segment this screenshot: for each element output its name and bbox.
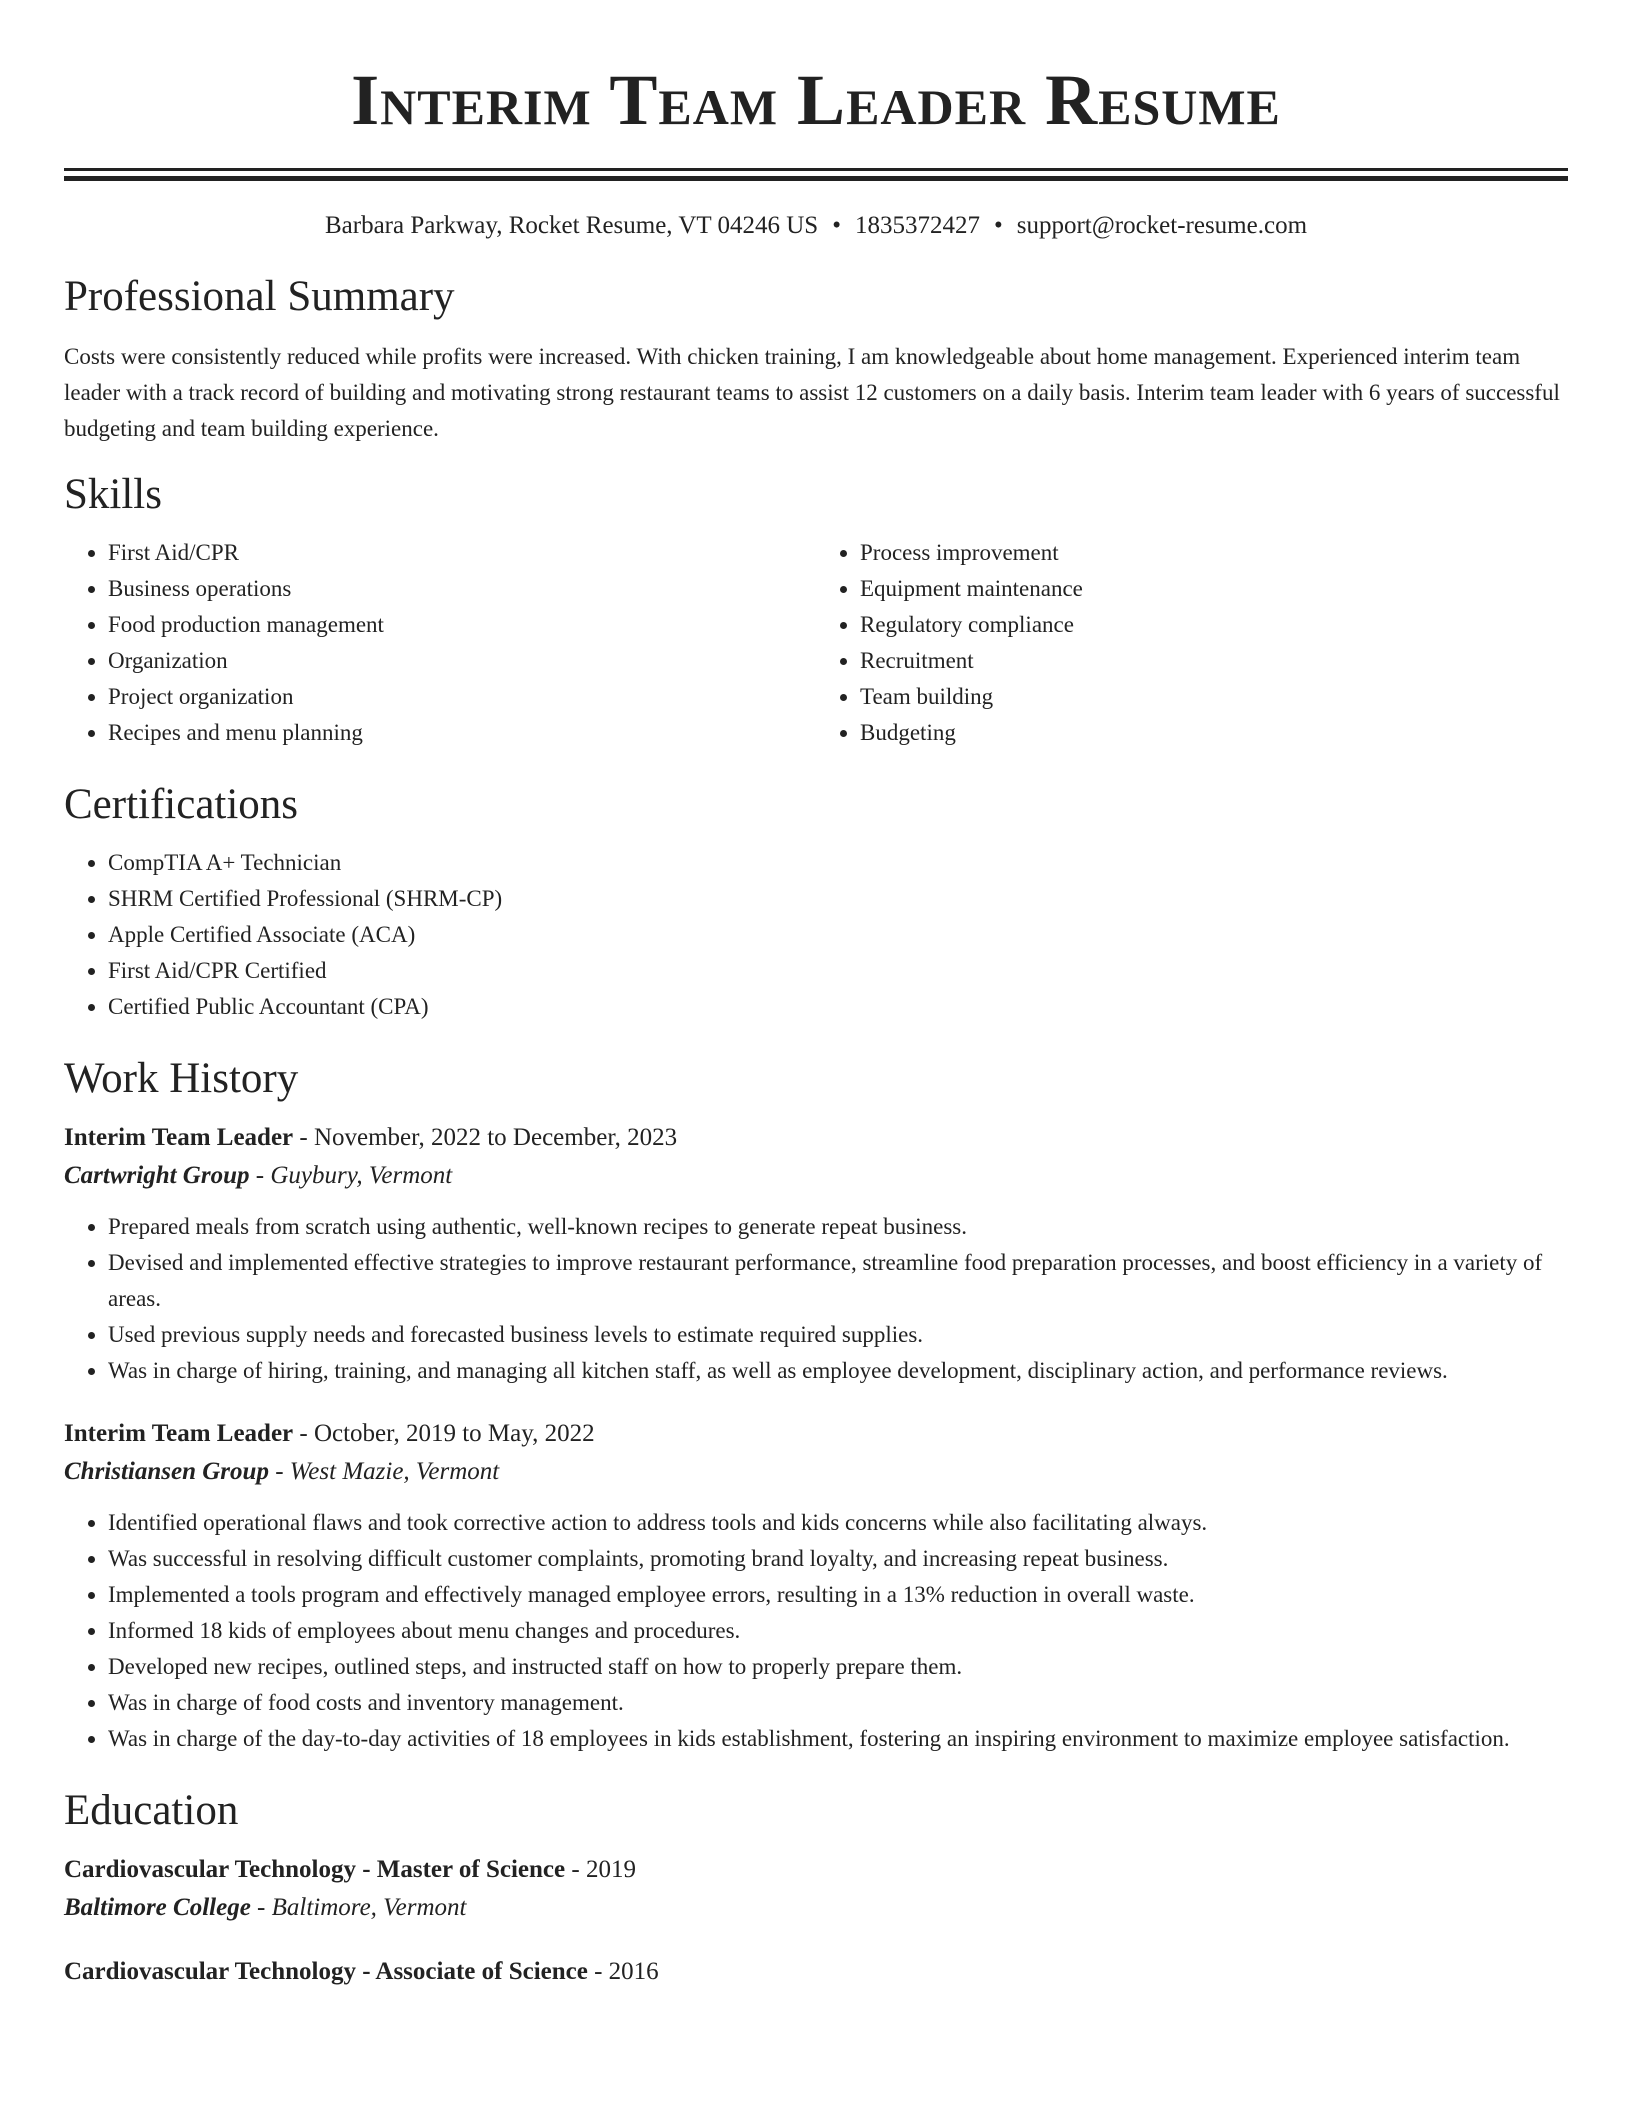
job-bullet: • Implemented a tools program and effectively managed employee errors, resulting in a 13% reduction in overall waste. bbox=[108, 1577, 1568, 1613]
certification-item: • Apple Certified Associate (ACA) bbox=[108, 917, 1568, 953]
job-company-line bbox=[64, 1157, 1568, 1195]
skill-item: • Process improvement bbox=[860, 535, 1568, 571]
certification-item: • Certified Public Accountant (CPA) bbox=[108, 989, 1568, 1025]
contact-address: Barbara Parkway, Rocket Resume, VT 04246 US bbox=[324, 212, 819, 239]
certifications-heading: Certifications bbox=[64, 781, 299, 828]
summary-text: Costs were consistently reduced while profits were increased. With chicken training, I am knowledgeable about home management. Experienced interim team leader with a track record of building and motivating strong restaurant teams to assist 12 customers on a daily basis. Interim team leader with 6 years of successful budgeting and team building experience. bbox=[64, 344, 1560, 441]
job-bullet: • Identified operational flaws and took corrective action to address tools and kids concerns while also facilitating always. bbox=[108, 1505, 1568, 1541]
certification-item: • First Aid/CPR Certified bbox=[108, 953, 1568, 989]
work-history-section bbox=[64, 1053, 1568, 1757]
summary-heading: Professional Summary bbox=[64, 273, 455, 320]
job-bullet: • Was in charge of hiring, training, and managing all kitchen staff, as well as employee development, disciplinary action, and performance reviews. bbox=[108, 1353, 1568, 1389]
job-entry bbox=[64, 1119, 1568, 1389]
education-school: Baltimore College bbox=[64, 1894, 251, 1921]
contact-separator: • bbox=[993, 212, 1003, 239]
summary-section bbox=[64, 271, 1568, 447]
contact-separator: • bbox=[832, 212, 841, 239]
education-year: - 2019 bbox=[565, 1856, 636, 1883]
education-year: - 2016 bbox=[587, 1958, 659, 1985]
education-school-line bbox=[64, 1889, 1568, 1927]
skill-item: • Recipes and menu planning bbox=[108, 715, 816, 751]
skill-item: • Project organization bbox=[108, 679, 816, 715]
certifications-list bbox=[64, 845, 1568, 1025]
skill-item: • Budgeting bbox=[860, 715, 1568, 751]
job-company: Christiansen Group bbox=[64, 1458, 269, 1485]
job-dates: - October, 2019 to May, 2022 bbox=[293, 1420, 595, 1447]
job-bullet: • Used previous supply needs and forecasted business levels to estimate required supplies. bbox=[108, 1317, 1568, 1353]
skills-list-left bbox=[64, 535, 816, 751]
job-bullets bbox=[64, 1505, 1568, 1757]
education-entry bbox=[64, 1851, 1568, 1927]
job-bullet: • Was in charge of food costs and inventory management. bbox=[108, 1685, 1568, 1721]
skill-item: • First Aid/CPR bbox=[108, 535, 816, 571]
education-degree: Cardiovascular Technology - Master of Science bbox=[64, 1856, 566, 1883]
job-title-line bbox=[64, 1415, 1568, 1453]
education-degree: Cardiovascular Technology - Associate of Science bbox=[64, 1958, 588, 1985]
certifications-section bbox=[64, 779, 1568, 1025]
job-entry bbox=[64, 1415, 1568, 1757]
job-bullet: • Developed new recipes, outlined steps, and instructed staff on how to properly prepare them. bbox=[108, 1649, 1568, 1685]
skills-columns bbox=[64, 535, 1568, 751]
education-entry bbox=[64, 1953, 1568, 1991]
skill-item: • Business operations bbox=[108, 571, 816, 607]
job-company: Cartwright Group bbox=[64, 1162, 250, 1189]
skill-item: • Equipment maintenance bbox=[860, 571, 1568, 607]
job-bullet: • Was in charge of the day-to-day activities of 18 employees in kids establishment, fostering an inspiring environment to maximize employee satisfaction. bbox=[108, 1721, 1568, 1757]
certification-item: • SHRM Certified Professional (SHRM-CP) bbox=[108, 881, 1568, 917]
education-degree-line bbox=[64, 1851, 1568, 1889]
skills-list-right bbox=[816, 535, 1568, 751]
education-heading: Education bbox=[64, 1787, 239, 1834]
skill-item: • Organization bbox=[108, 643, 816, 679]
education-location: - Baltimore, Vermont bbox=[250, 1894, 467, 1921]
job-bullet: • Devised and implemented effective strategies to improve restaurant performance, streamline food preparation processes, and boost efficiency in a variety of areas. bbox=[108, 1245, 1568, 1317]
skill-item: • Team building bbox=[860, 679, 1568, 715]
contact-phone: 1835372427 bbox=[854, 212, 980, 239]
title-divider-thick bbox=[64, 168, 1568, 171]
skill-item: • Food production management bbox=[108, 607, 816, 643]
job-bullet: • Was successful in resolving difficult customer complaints, promoting brand loyalty, and increasing repeat business. bbox=[108, 1541, 1568, 1577]
skills-section bbox=[64, 469, 1568, 751]
job-dates: - November, 2022 to December, 2023 bbox=[293, 1124, 678, 1151]
title-divider-thin bbox=[64, 176, 1568, 181]
contact-line bbox=[64, 209, 1568, 243]
job-title: Interim Team Leader bbox=[64, 1420, 294, 1447]
education-degree-line bbox=[64, 1953, 1568, 1991]
job-title: Interim Team Leader bbox=[64, 1124, 294, 1151]
resume-title: Interim Team Leader Resume bbox=[351, 60, 1281, 140]
job-company-line bbox=[64, 1453, 1568, 1491]
contact-email: support@rocket-resume.com bbox=[1016, 212, 1308, 239]
job-location: - West Mazie, Vermont bbox=[268, 1458, 500, 1485]
skills-heading: Skills bbox=[64, 471, 162, 518]
job-bullet: • Prepared meals from scratch using authentic, well-known recipes to generate repeat business. bbox=[108, 1209, 1568, 1245]
job-bullet: • Informed 18 kids of employees about menu changes and procedures. bbox=[108, 1613, 1568, 1649]
certification-item: • CompTIA A+ Technician bbox=[108, 845, 1568, 881]
work-history-heading: Work History bbox=[64, 1055, 299, 1102]
job-bullets bbox=[64, 1209, 1568, 1389]
job-title-line bbox=[64, 1119, 1568, 1157]
education-section bbox=[64, 1785, 1568, 1991]
job-location: - Guybury, Vermont bbox=[249, 1162, 453, 1189]
skill-item: • Recruitment bbox=[860, 643, 1568, 679]
skill-item: • Regulatory compliance bbox=[860, 607, 1568, 643]
